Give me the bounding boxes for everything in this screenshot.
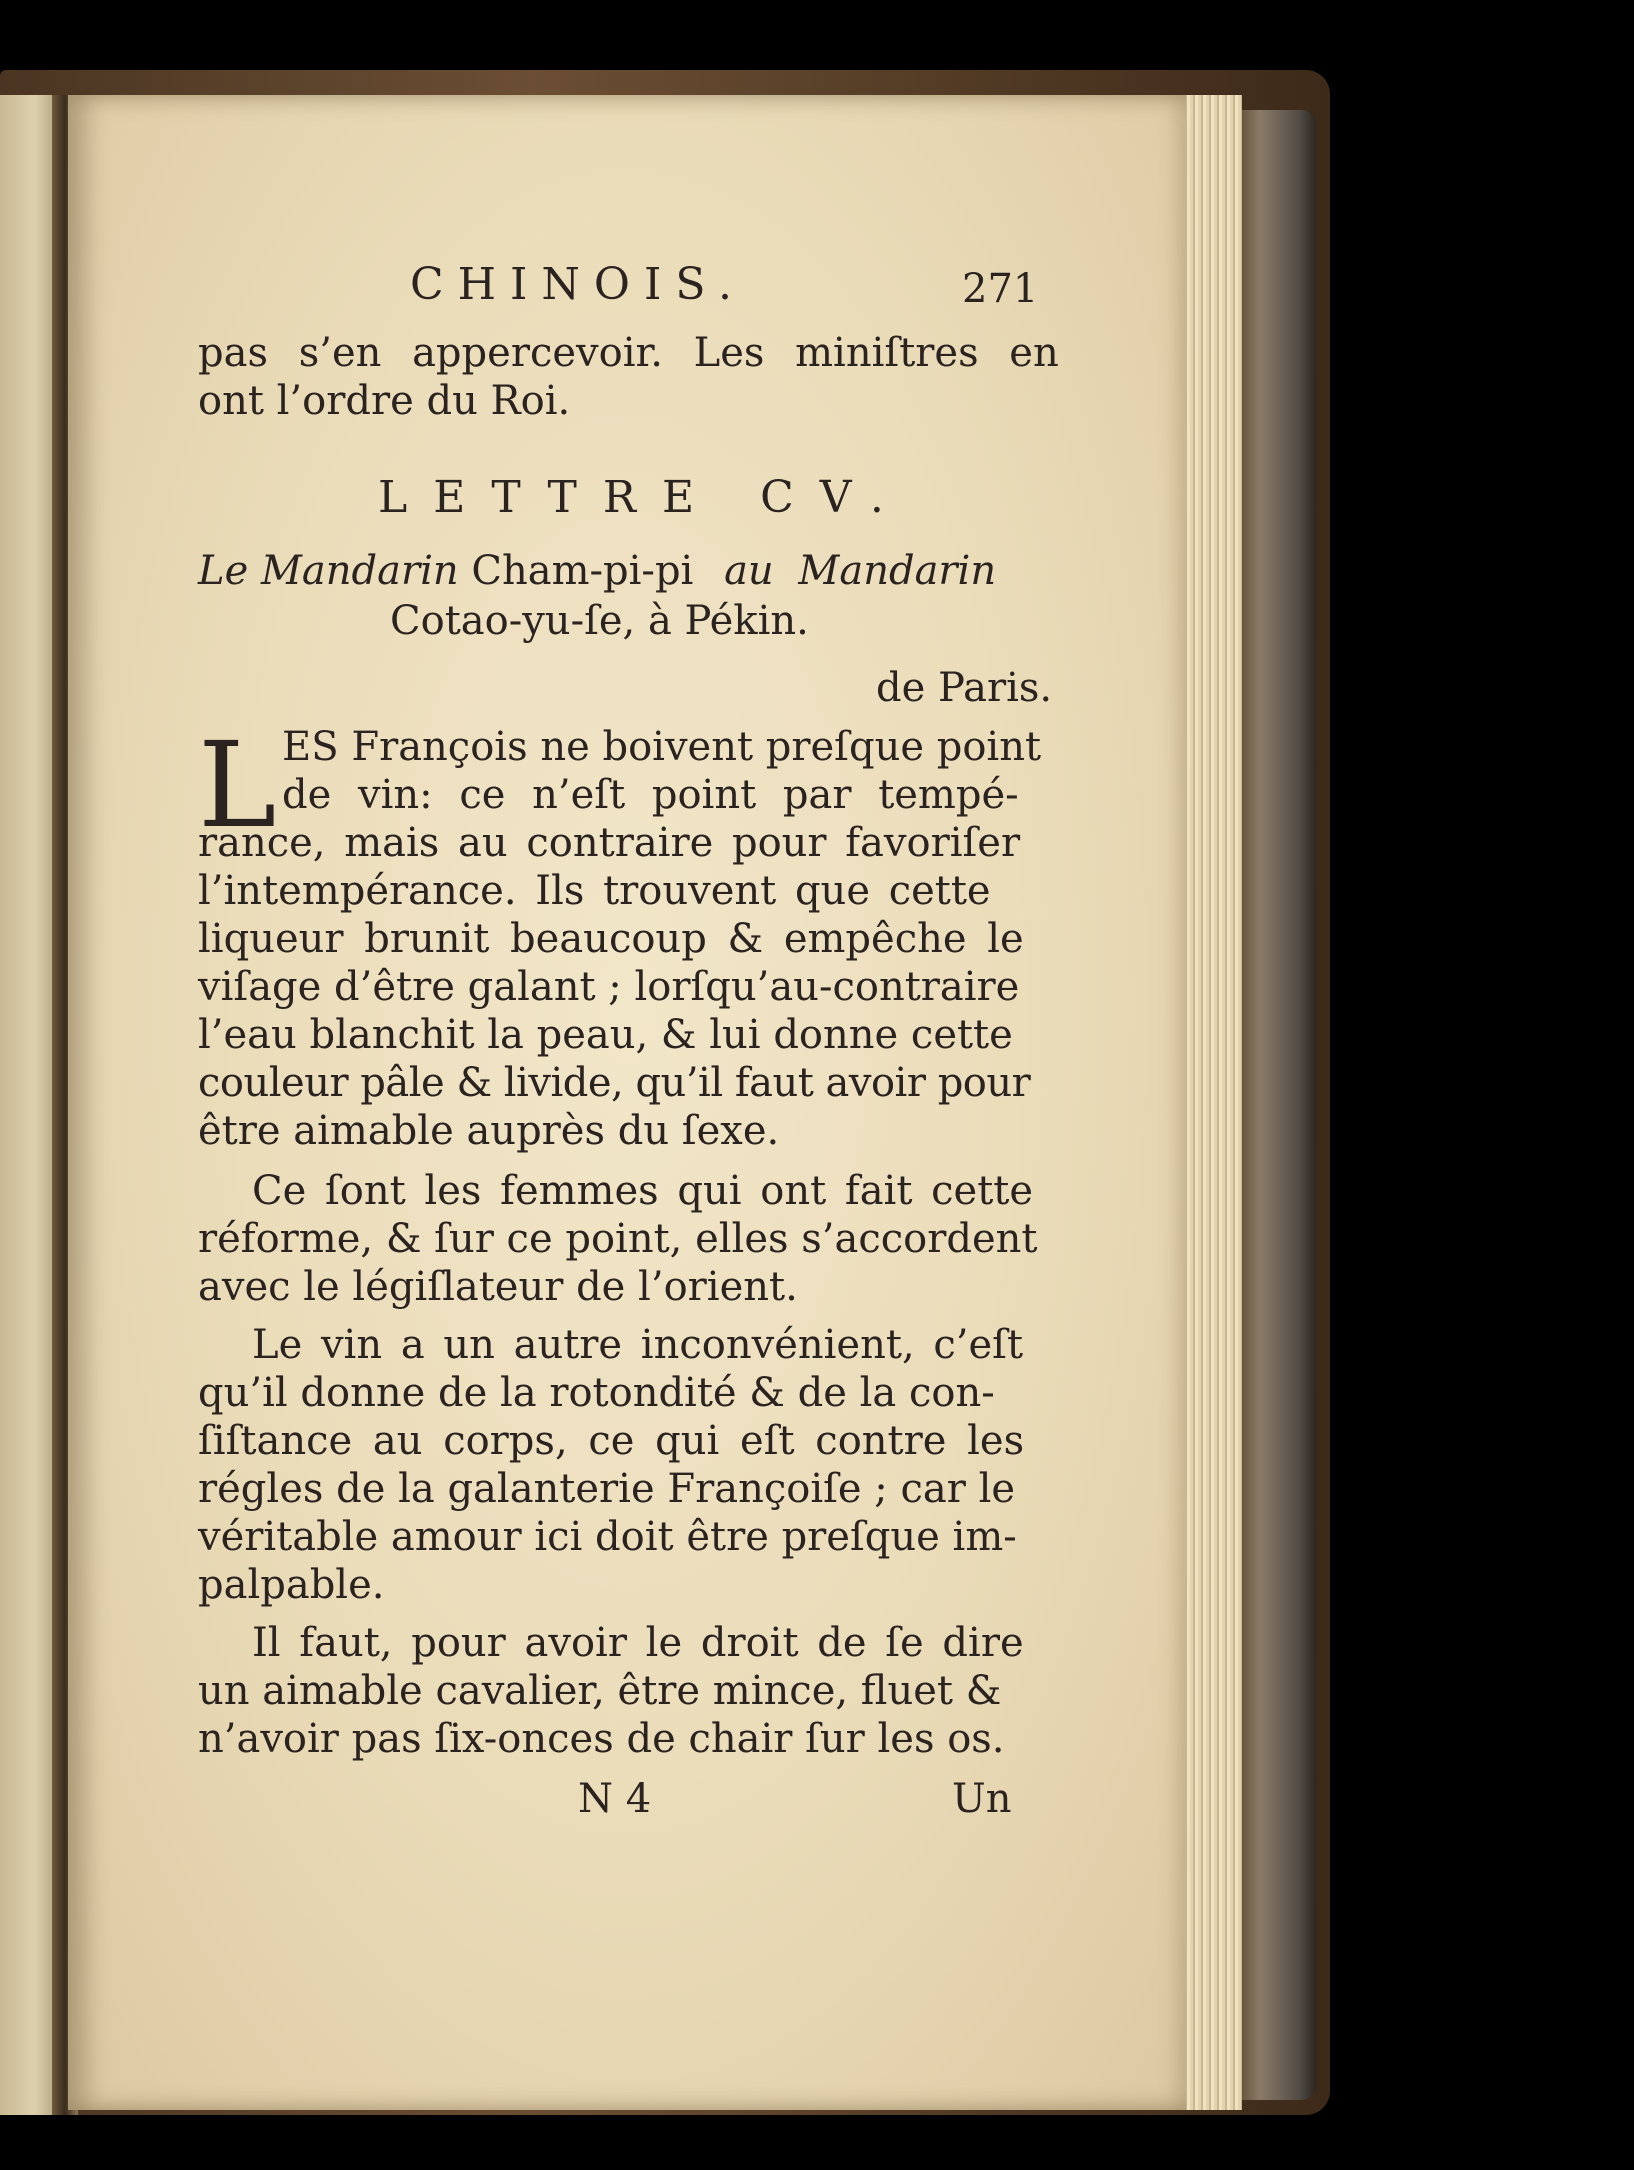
- para1-line-2: de vin: ce n’eſt point par tempé-: [282, 772, 1019, 818]
- signature-mark: N 4: [578, 1776, 652, 1822]
- address-recipient-title: Mandarin: [798, 548, 997, 594]
- para3-line-6: palpable.: [198, 1562, 385, 1608]
- address-sender: Cham-pi-pi: [471, 548, 694, 594]
- para3-line-4: régles de la galanterie Françoiſe ; car le: [198, 1466, 1016, 1512]
- running-title: CHINOIS.: [410, 259, 746, 310]
- para2-line-3: avec le légiſlateur de l’orient.: [198, 1264, 798, 1310]
- para3-line-1: Le vin a un autre inconvénient, c’eſt: [252, 1322, 1024, 1368]
- para3-line-5: véritable amour ici doit être preſque im-: [198, 1514, 1017, 1560]
- para1-line-4: l’intempérance. Ils trouvent que cette: [198, 868, 991, 914]
- para1-line-1: ES François ne boivent preſque point: [282, 724, 1042, 770]
- carryover-line-1: pas s’en appercevoir. Les miniſtres en: [198, 330, 1059, 376]
- address-au: au: [724, 548, 774, 594]
- para1-line-7: l’eau blanchit la peau, & lui donne cette: [198, 1012, 1013, 1058]
- left-page-edge: [0, 95, 58, 2115]
- address-title-italic: Le Mandarin: [198, 548, 459, 594]
- para1-line-9: être aimable auprès du ſexe.: [198, 1108, 780, 1154]
- catchword: Un: [952, 1776, 1012, 1822]
- para2-line-2: réforme, & ſur ce point, elles s’accordent: [198, 1216, 1038, 1262]
- para4-line-3: n’avoir pas ſix-onces de chair ſur les os.: [198, 1716, 1005, 1762]
- para1-line-5: liqueur brunit beaucoup & empêche le: [198, 916, 1024, 962]
- para1-line-8: couleur pâle & livide, qu’il faut avoir pour: [198, 1060, 1031, 1106]
- dateline: de Paris.: [876, 665, 1053, 711]
- letter-heading: LETTRE CV.: [378, 472, 910, 523]
- cover-edge: [1236, 110, 1316, 2100]
- page-fore-edge: [1180, 95, 1242, 2110]
- page-number: 271: [962, 266, 1039, 312]
- para4-line-1: Il faut, pour avoir le droit de ſe dire: [252, 1620, 1024, 1666]
- letter-address-line-2: Cotao-yu-ſe, à Pékin.: [390, 598, 809, 644]
- para1-line-6: viſage d’être galant ; lorſqu’au-contraire: [198, 964, 1020, 1010]
- letter-address-line-1: [198, 548, 996, 594]
- para1-line-3: rance, mais au contraire pour favoriſer: [198, 820, 1021, 866]
- drop-cap: L: [198, 716, 277, 854]
- para3-line-2: qu’il donne de la rotondité & de la con-: [198, 1370, 995, 1416]
- carryover-line-2: ont l’ordre du Roi.: [198, 378, 571, 424]
- para3-line-3: ſiſtance au corps, ce qui eſt contre les: [198, 1418, 1025, 1464]
- para4-line-2: un aimable cavalier, être mince, fluet &: [198, 1668, 1002, 1714]
- para2-line-1: Ce ſont les femmes qui ont fait cette: [252, 1168, 1034, 1214]
